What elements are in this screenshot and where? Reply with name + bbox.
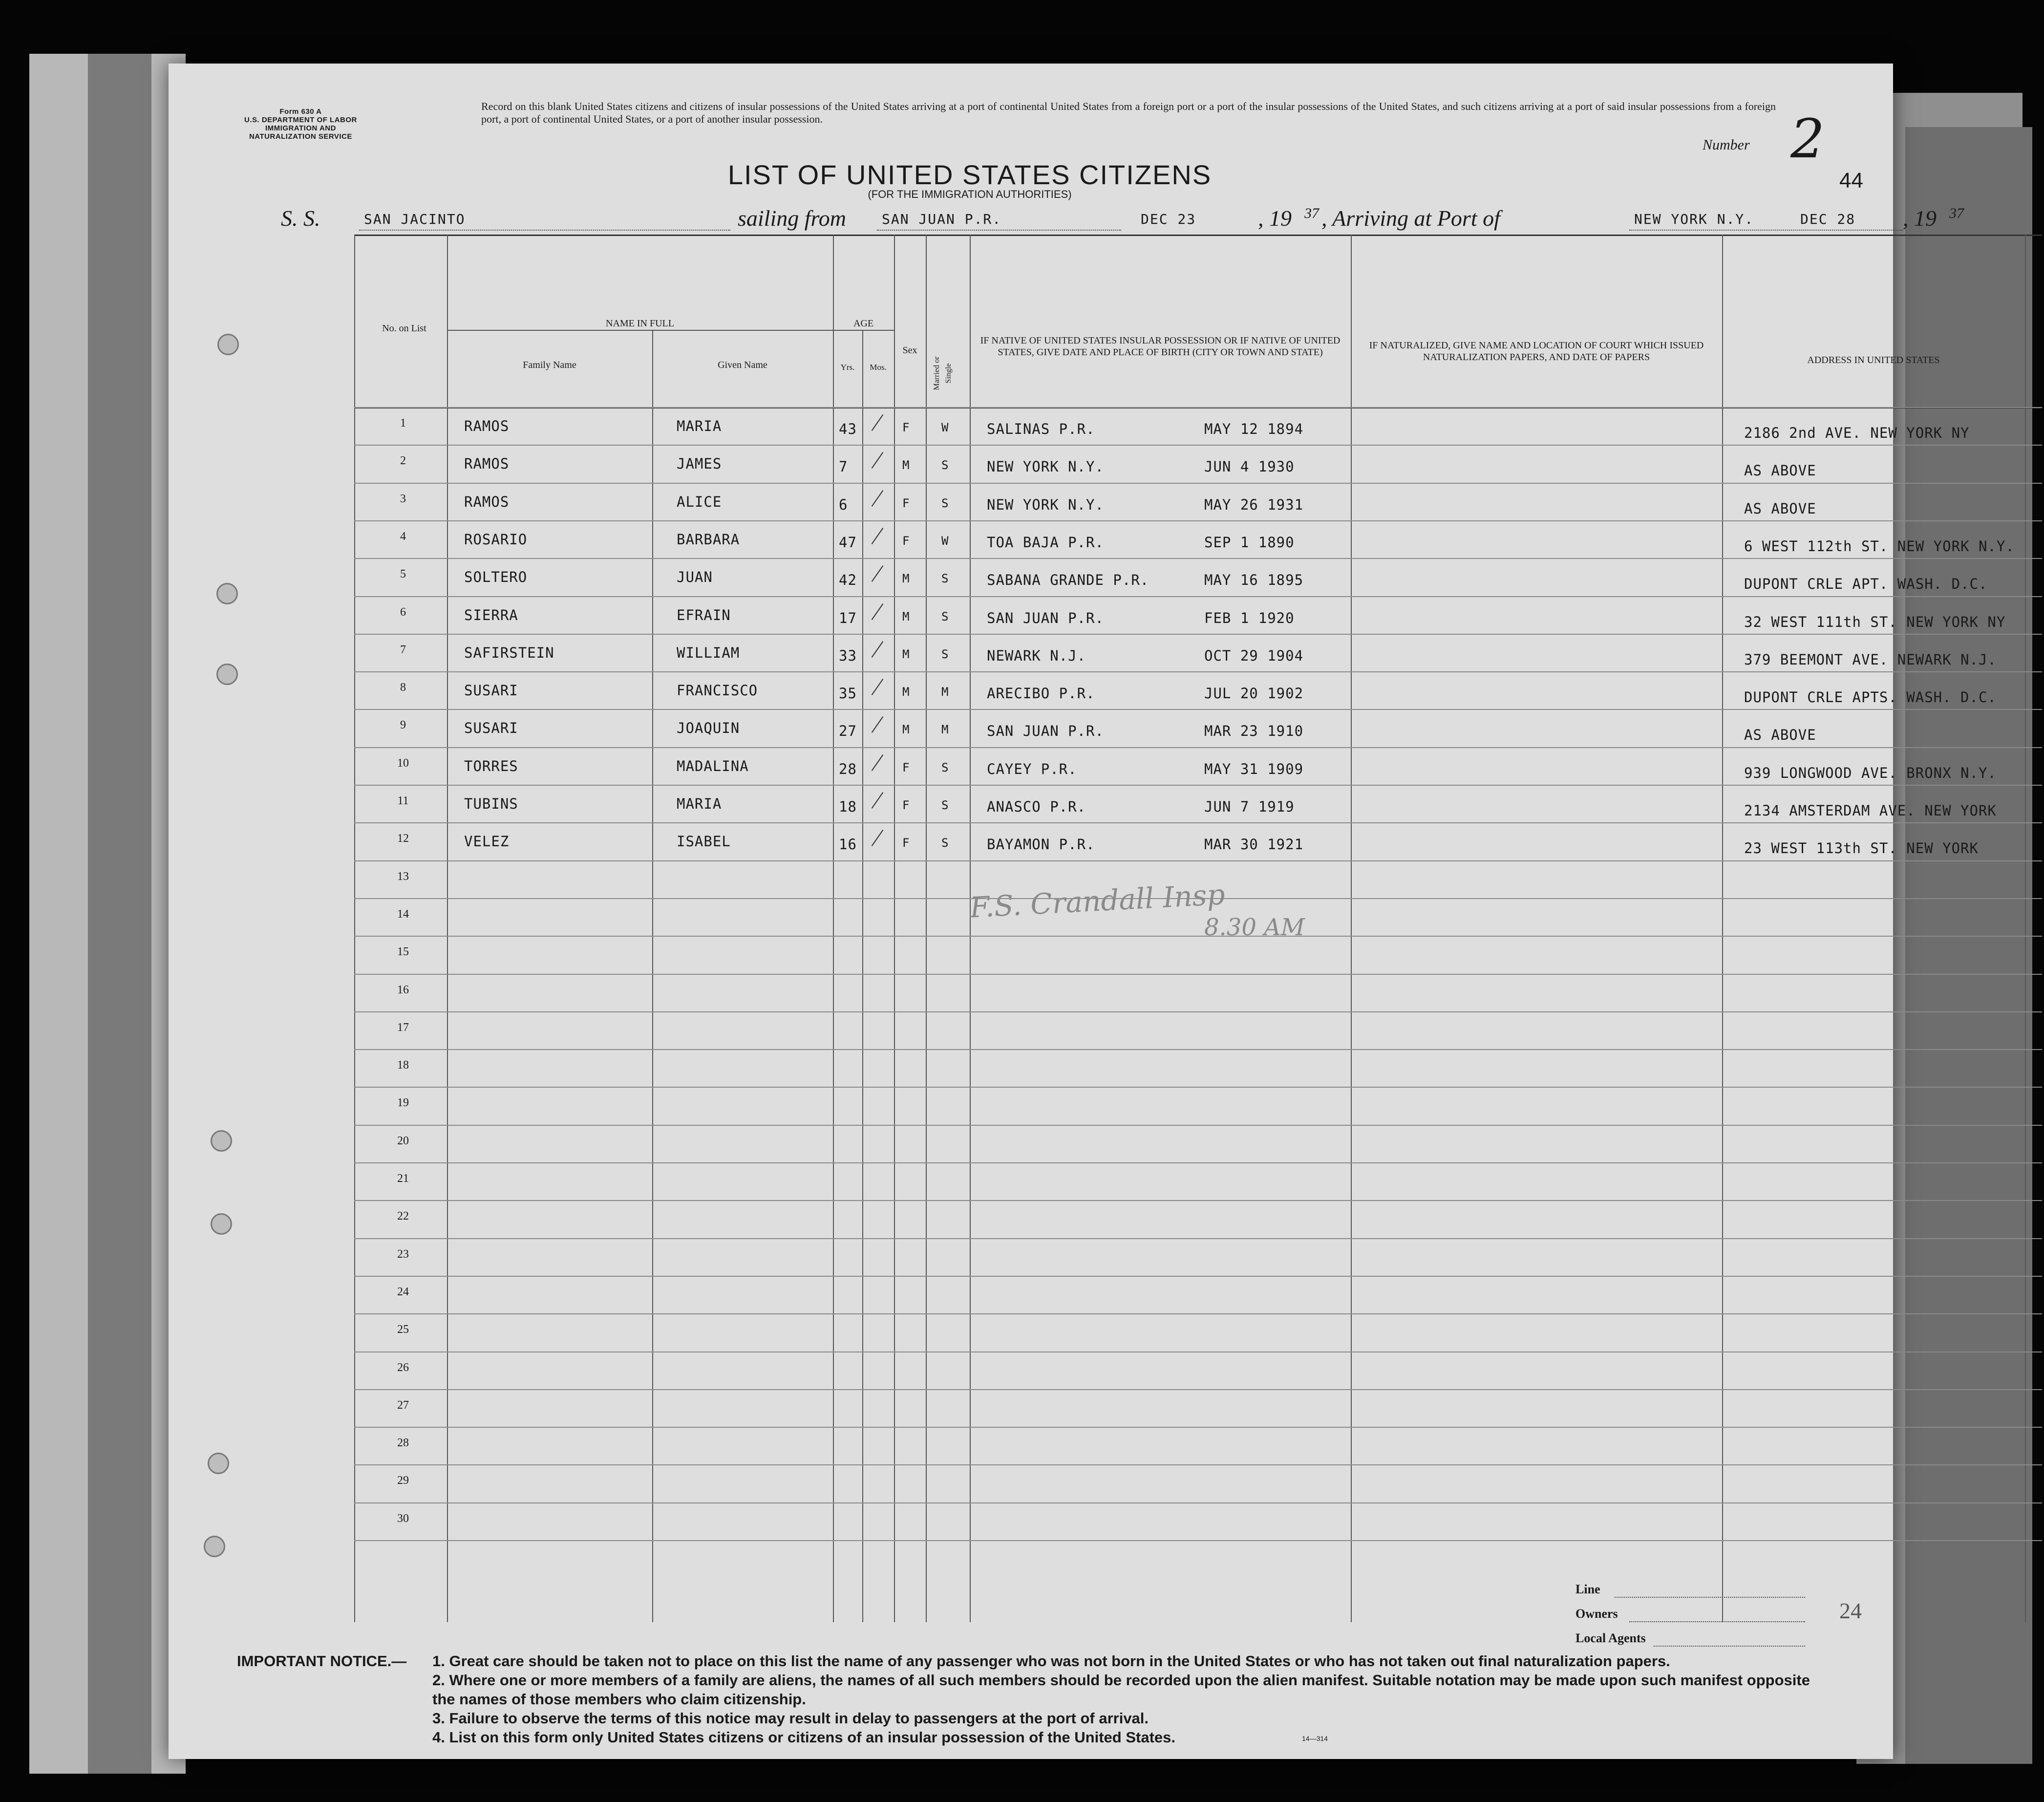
col-divider xyxy=(894,235,895,1622)
record-instructions: Record on this blank United States citizens and citizens of insular possessions of the United States arriving at a port of continental United States from a foreign port or a port of the insular possessions of the United States, and such citizens arriving at a port of said insular possessions from a foreign port, a port of continental United States, or a port of another insular possession. xyxy=(481,100,1776,125)
birthplace-cell: SAN JUAN P.R. xyxy=(987,723,1104,740)
row-rule xyxy=(354,634,2042,635)
address-cell: DUPONT CRLE APTS. WASH. D.C. xyxy=(1744,689,1997,706)
age-cell: 33 xyxy=(839,647,857,664)
months-check-mark xyxy=(872,754,884,771)
row-number: 18 xyxy=(397,1059,409,1072)
row-number: 21 xyxy=(397,1172,409,1185)
address-cell: AS ABOVE xyxy=(1744,500,1816,517)
address-cell: 2186 2nd AVE. NEW YORK NY xyxy=(1744,425,1970,441)
marital-status-cell: M xyxy=(941,685,949,699)
row-rule xyxy=(354,747,2042,748)
page-number: 44 xyxy=(1839,169,1863,193)
sailing-from-label: sailing from xyxy=(738,206,846,231)
months-check-mark xyxy=(872,565,884,582)
given-name-cell: WILLIAM xyxy=(677,644,740,661)
row-number: 6 xyxy=(400,605,406,619)
months-check-mark xyxy=(872,679,884,695)
row-rule xyxy=(354,445,2042,446)
manifest-sheet xyxy=(169,64,2015,1759)
row-rule xyxy=(354,1238,2042,1239)
address-cell: DUPONT CRLE APT. WASH. D.C. xyxy=(1744,576,1988,593)
row-number: 4 xyxy=(400,530,406,543)
row-number: 13 xyxy=(397,870,409,883)
col-divider xyxy=(2025,235,2026,1622)
sex-cell: M xyxy=(902,685,910,699)
birthplace-cell: TOA BAJA P.R. xyxy=(987,534,1104,551)
given-name-cell: JUAN xyxy=(677,569,713,586)
birth-date-cell: JUL 20 1902 xyxy=(1204,685,1304,702)
address-cell: 2134 AMSTERDAM AVE. NEW YORK xyxy=(1744,802,1997,819)
row-number: 20 xyxy=(397,1134,409,1147)
table-top-border xyxy=(354,235,2042,236)
col-divider xyxy=(652,330,653,1622)
row-rule xyxy=(354,1011,2042,1012)
col-divider xyxy=(970,235,971,1622)
marital-status-cell: S xyxy=(941,760,949,774)
department-name: U.S. DEPARTMENT OF LABOR xyxy=(244,116,357,124)
row-rule xyxy=(354,407,2042,408)
ship-name: SAN JACINTO xyxy=(364,211,466,227)
page-title: LIST OF UNITED STATES CITIZENS xyxy=(727,159,1212,190)
sex-cell: M xyxy=(902,458,910,472)
arrival-year-prefix: , 19 xyxy=(1903,206,1937,231)
row-number: 28 xyxy=(397,1437,409,1450)
ss-label: S. S. xyxy=(281,206,320,231)
months-check-mark xyxy=(872,528,884,544)
notice-item-3: 3. Failure to observe the terms of this notice may result in delay to passengers at the port of arrival. xyxy=(432,1710,1149,1727)
months-check-mark xyxy=(872,452,884,469)
page-subtitle: (FOR THE IMMIGRATION AUTHORITIES) xyxy=(868,188,1072,200)
birth-date-cell: MAY 16 1895 xyxy=(1204,572,1304,589)
marital-status-cell: W xyxy=(941,421,949,434)
arrival-underline xyxy=(1629,230,1903,231)
marital-status-cell: W xyxy=(941,534,949,548)
punch-hole xyxy=(204,1536,225,1557)
departure-year-prefix: , 19 xyxy=(1258,206,1292,231)
row-number: 3 xyxy=(400,492,406,505)
row-number: 25 xyxy=(397,1323,409,1336)
owners-field xyxy=(1629,1621,1805,1622)
row-rule xyxy=(354,520,2042,521)
row-number: 5 xyxy=(400,568,406,581)
punch-hole xyxy=(211,1130,232,1152)
row-rule xyxy=(354,1125,2042,1126)
given-name-cell: MADALINA xyxy=(677,757,749,774)
header-native-birth: IF NATIVE OF UNITED STATES INSULAR POSSESSION OR IF NATIVE OF UNITED STATES, GIVE DATE AND PLACE OF BIRTH (CITY OR TOWN AND STATE) xyxy=(980,335,1341,358)
col-divider xyxy=(926,235,927,1622)
sex-cell: M xyxy=(902,609,910,623)
age-cell: 28 xyxy=(839,760,857,777)
owners-label: Owners xyxy=(1576,1607,1618,1621)
line-field xyxy=(1615,1597,1805,1598)
marital-status-cell: S xyxy=(941,647,949,661)
underlying-page-strip xyxy=(88,54,151,1774)
sex-cell: M xyxy=(902,647,910,661)
row-number: 17 xyxy=(397,1021,409,1034)
header-family-name: Family Name xyxy=(523,360,576,370)
header-name-in-full: NAME IN FULL xyxy=(606,318,674,329)
row-number: 16 xyxy=(397,983,409,996)
row-number: 23 xyxy=(397,1247,409,1261)
age-cell: 42 xyxy=(839,572,857,589)
marital-status-cell: S xyxy=(941,798,949,812)
row-number: 27 xyxy=(397,1398,409,1412)
port-underline xyxy=(877,230,1121,231)
months-check-mark xyxy=(872,414,884,431)
row-rule xyxy=(354,1162,2042,1163)
sex-cell: F xyxy=(902,760,910,774)
age-cell: 27 xyxy=(839,723,857,740)
form-identifier xyxy=(244,107,357,141)
birthplace-cell: SABANA GRANDE P.R. xyxy=(987,572,1150,589)
row-rule xyxy=(354,1502,2042,1503)
given-name-cell: MARIA xyxy=(677,795,722,812)
header-address: ADDRESS IN UNITED STATES xyxy=(1807,355,1940,365)
row-rule xyxy=(354,1049,2042,1050)
local-agents-field xyxy=(1654,1646,1805,1647)
row-number: 12 xyxy=(397,832,409,845)
given-name-cell: ALICE xyxy=(677,493,722,510)
sex-cell: F xyxy=(902,496,910,510)
row-rule xyxy=(354,1087,2042,1088)
given-name-cell: JAMES xyxy=(677,455,722,472)
months-check-mark xyxy=(872,716,884,733)
notice-item-1: 1. Great care should be taken not to place on this list the name of any passenger who was not born in the United States or who has not taken out final naturalization papers. xyxy=(432,1652,1670,1670)
address-cell: 23 WEST 113th ST. NEW YORK xyxy=(1744,840,1979,857)
sex-cell: F xyxy=(902,836,910,850)
row-number: 2 xyxy=(400,454,406,468)
birthplace-cell: NEWARK N.J. xyxy=(987,647,1086,664)
birth-date-cell: FEB 1 1920 xyxy=(1204,609,1295,626)
col-divider xyxy=(1722,235,1723,1622)
row-rule xyxy=(354,1464,2042,1465)
departure-port: SAN JUAN P.R. xyxy=(882,211,1002,227)
given-name-cell: EFRAIN xyxy=(677,606,731,623)
punch-hole xyxy=(216,664,238,685)
arrival-port: NEW YORK N.Y. xyxy=(1634,211,1754,227)
family-name-cell: VELEZ xyxy=(464,833,510,850)
birthplace-cell: NEW YORK N.Y. xyxy=(987,496,1104,513)
given-name-cell: MARIA xyxy=(677,418,722,434)
row-number: 29 xyxy=(397,1474,409,1487)
months-check-mark xyxy=(872,830,884,846)
list-number: 2 xyxy=(1790,107,1825,170)
given-name-cell: ISABEL xyxy=(677,833,731,850)
header-age: AGE xyxy=(853,318,874,329)
age-cell: 7 xyxy=(839,458,848,475)
family-name-cell: TUBINS xyxy=(464,795,518,812)
service-name-2: NATURALIZATION SERVICE xyxy=(249,132,352,141)
months-check-mark xyxy=(872,603,884,620)
passenger-table xyxy=(354,235,2042,1622)
age-cell: 16 xyxy=(839,836,857,853)
arrival-year-suffix: 37 xyxy=(1949,205,1964,221)
birthplace-cell: ANASCO P.R. xyxy=(987,798,1086,815)
local-agents-label: Local Agents xyxy=(1576,1631,1646,1645)
row-number: 24 xyxy=(397,1285,409,1298)
inspection-time: 8.30 AM xyxy=(1204,914,1305,941)
row-number: 8 xyxy=(400,681,406,694)
given-name-cell: JOAQUIN xyxy=(677,720,740,737)
print-code: 14—314 xyxy=(1302,1735,1328,1742)
row-rule xyxy=(354,1540,2042,1541)
given-name-cell: BARBARA xyxy=(677,531,740,548)
inspector-signature: F.S. Crandall Insp xyxy=(969,878,1226,924)
row-rule xyxy=(354,974,2042,975)
sex-cell: M xyxy=(902,723,910,737)
birth-date-cell: JUN 4 1930 xyxy=(1204,458,1295,475)
stamp-count: 24 xyxy=(1839,1598,1862,1623)
row-rule xyxy=(354,936,2042,937)
age-cell: 18 xyxy=(839,798,857,815)
marital-status-cell: S xyxy=(941,609,949,623)
birth-date-cell: MAY 26 1931 xyxy=(1204,496,1304,513)
marital-status-cell: S xyxy=(941,496,949,510)
family-name-cell: TORRES xyxy=(464,757,518,774)
row-rule xyxy=(354,822,2042,823)
given-name-cell: FRANCISCO xyxy=(677,682,758,699)
row-rule xyxy=(354,860,2042,861)
address-cell: 6 WEST 112th ST. NEW YORK N.Y. xyxy=(1744,537,2015,555)
birth-date-cell: SEP 1 1890 xyxy=(1204,534,1295,551)
punch-hole xyxy=(217,334,239,355)
line-label: Line xyxy=(1576,1582,1600,1596)
row-rule xyxy=(354,1200,2042,1201)
header-mos: Mos. xyxy=(870,363,887,372)
age-cell: 6 xyxy=(839,496,848,513)
row-number: 1 xyxy=(400,417,406,429)
sex-cell: F xyxy=(902,421,910,434)
punch-hole xyxy=(208,1453,229,1474)
ship-underline xyxy=(359,230,730,231)
age-cell: 47 xyxy=(839,534,857,551)
row-number: 19 xyxy=(397,1096,409,1110)
birth-date-cell: MAY 31 1909 xyxy=(1204,760,1304,777)
row-number: 22 xyxy=(397,1210,409,1223)
row-number: 26 xyxy=(397,1361,409,1374)
notice-item-4: 4. List on this form only United States citizens or citizens of an insular possession of the United States. xyxy=(432,1729,1175,1746)
subheader-divider xyxy=(447,330,894,331)
col-divider xyxy=(833,235,834,1622)
departure-year-suffix: 37 xyxy=(1304,205,1319,221)
birth-date-cell: OCT 29 1904 xyxy=(1204,647,1304,664)
departure-date: DEC 23 xyxy=(1141,211,1196,227)
row-rule xyxy=(354,785,2042,786)
family-name-cell: RAMOS xyxy=(464,455,510,472)
months-check-mark xyxy=(872,792,884,809)
age-cell: 43 xyxy=(839,421,857,437)
family-name-cell: SIERRA xyxy=(464,606,518,623)
col-divider xyxy=(447,235,448,1622)
family-name-cell: RAMOS xyxy=(464,418,510,434)
family-name-cell: ROSARIO xyxy=(464,531,528,548)
form-number: Form 630 A xyxy=(279,107,322,116)
col-divider xyxy=(1351,235,1352,1622)
notice-item-2: 2. Where one or more members of a family are aliens, the names of all such members should be recorded upon the alien manifest. Suitable notation may be made upon such manifest opposite the names of those members who claim citizenship. xyxy=(432,1672,1810,1708)
row-rule xyxy=(354,483,2042,484)
row-rule xyxy=(354,1313,2042,1314)
address-cell: 939 LONGWOOD AVE. BRONX N.Y. xyxy=(1744,764,1997,781)
arrival-date: DEC 28 xyxy=(1800,211,1856,227)
address-cell: AS ABOVE xyxy=(1744,462,1816,479)
marital-status-cell: S xyxy=(941,836,949,850)
sex-cell: F xyxy=(902,534,910,548)
header-married-single: Married or Single xyxy=(933,356,953,390)
row-rule xyxy=(354,1427,2042,1428)
row-rule xyxy=(354,1276,2042,1277)
birth-date-cell: MAR 30 1921 xyxy=(1204,836,1304,853)
family-name-cell: RAMOS xyxy=(464,493,510,510)
birthplace-cell: SALINAS P.R. xyxy=(987,421,1095,437)
col-divider xyxy=(354,235,355,1622)
punch-hole xyxy=(211,1213,232,1235)
birthplace-cell: SAN JUAN P.R. xyxy=(987,609,1104,626)
sex-cell: F xyxy=(902,798,910,812)
age-cell: 17 xyxy=(839,609,857,626)
service-name-1: IMMIGRATION AND xyxy=(265,124,336,132)
birthplace-cell: CAYEY P.R. xyxy=(987,760,1077,777)
birth-date-cell: MAY 12 1894 xyxy=(1204,421,1304,437)
address-cell: 32 WEST 111th ST. NEW YORK NY xyxy=(1744,613,2006,630)
row-number: 15 xyxy=(397,945,409,959)
row-number: 11 xyxy=(397,794,409,807)
header-naturalized: IF NATURALIZED, GIVE NAME AND LOCATION OF COURT WHICH ISSUED NATURALIZATION PAPERS, AND DATE OF PAPERS xyxy=(1369,340,1704,363)
months-check-mark xyxy=(872,490,884,507)
row-number: 14 xyxy=(397,907,409,921)
family-name-cell: SUSARI xyxy=(464,720,518,737)
header-sex: Sex xyxy=(902,345,917,356)
notice-heading: IMPORTANT NOTICE.— xyxy=(237,1652,407,1670)
sex-cell: M xyxy=(902,572,910,586)
header-given-name: Given Name xyxy=(718,360,767,370)
row-rule xyxy=(354,709,2042,710)
family-name-cell: SUSARI xyxy=(464,682,518,699)
months-check-mark xyxy=(872,641,884,658)
col-divider xyxy=(862,330,863,1622)
birthplace-cell: ARECIBO P.R. xyxy=(987,685,1095,702)
row-rule xyxy=(354,596,2042,597)
row-rule xyxy=(354,671,2042,672)
number-label: Number xyxy=(1703,137,1750,153)
row-number: 7 xyxy=(400,643,406,656)
row-rule xyxy=(354,558,2042,559)
punch-hole xyxy=(216,583,238,604)
birthplace-cell: BAYAMON P.R. xyxy=(987,836,1095,853)
row-number: 9 xyxy=(400,719,406,732)
family-name-cell: SAFIRSTEIN xyxy=(464,644,554,661)
row-number: 30 xyxy=(397,1512,409,1525)
family-name-cell: SOLTERO xyxy=(464,569,528,586)
row-rule xyxy=(354,1389,2042,1390)
header-yrs: Yrs. xyxy=(840,363,855,372)
header-no-on-list: No. on List xyxy=(382,323,426,334)
row-number: 10 xyxy=(397,756,409,770)
birth-date-cell: JUN 7 1919 xyxy=(1204,798,1295,815)
address-cell: 379 BEEMONT AVE. NEWARK N.J. xyxy=(1744,651,1997,668)
birth-date-cell: MAR 23 1910 xyxy=(1204,723,1304,740)
address-cell: AS ABOVE xyxy=(1744,727,1816,744)
marital-status-cell: M xyxy=(941,723,949,737)
marital-status-cell: S xyxy=(941,458,949,472)
age-cell: 35 xyxy=(839,685,857,702)
arriving-label: , Arriving at Port of xyxy=(1321,206,1500,231)
birthplace-cell: NEW YORK N.Y. xyxy=(987,458,1104,475)
marital-status-cell: S xyxy=(941,572,949,586)
